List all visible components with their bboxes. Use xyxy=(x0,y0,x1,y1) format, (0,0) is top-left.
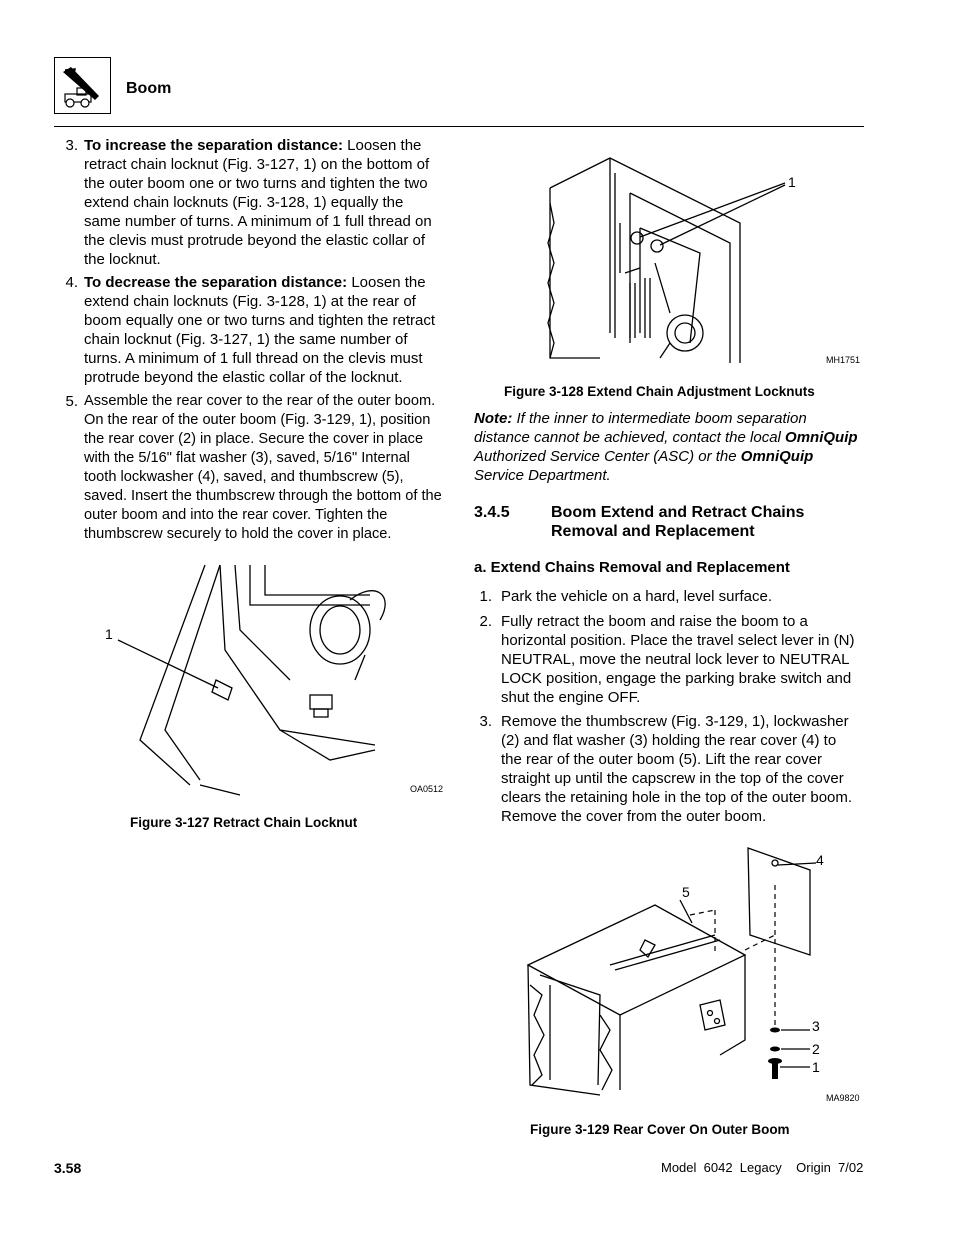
subheading: a. Extend Chains Removal and Replacement xyxy=(474,559,790,576)
note-text: Service Department. xyxy=(474,467,611,484)
step-text xyxy=(84,273,444,387)
boom-vehicle-icon xyxy=(54,57,111,114)
heading-number: 3.4.5 xyxy=(474,504,510,521)
step-body: Assemble the rear cover to the rear of the outer boom. On the rear of the outer boom (Fig. 3-129, 1), position the rear cover (2) in place. Secure the cover in place with the 5/16" flat washer (3), saved, 5/16" Internal tooth lockwasher (4), saved, and thumbscrew (5), saved. Insert the thumbscrew through the bottom of the outer boom and into the rear cover. Tighten the thumbscrew securely to hold the cover in place. xyxy=(84,393,442,542)
figure-caption: Figure 3-128 Extend Chain Adjustment Locknuts xyxy=(504,384,815,399)
step-number: 3. xyxy=(479,713,492,730)
step-number: 2. xyxy=(479,613,492,630)
step-text: Fully retract the boom and raise the boom to a horizontal position. Place the travel select lever in (N) NEUTRAL, move the neutral lock lever to NEUTRAL LOCK position, engage the parking brake switch and shut the engine OFF. xyxy=(501,613,855,706)
section-title: Boom xyxy=(126,80,172,97)
figure-code: MH1751 xyxy=(826,355,861,365)
rear-cover-illustration xyxy=(520,845,865,1105)
footer-model: Model 6042 Legacy Origin 7/02 xyxy=(661,1160,864,1175)
step-bold: To decrease the separation distance: xyxy=(84,274,348,291)
retract-chain-locknut-illustration xyxy=(100,560,445,800)
heading-line: Removal and Replacement xyxy=(551,523,755,540)
step-body: Loosen the retract chain locknut (Fig. 3-127, 1) on the bottom of the outer boom one or two turns and tighten the two extend chain locknuts (Fig. 3-128, 1) equally the same number of turns. A minimum of 1 full thread on the clevis must protrude beyond the elastic collar of the locknut. xyxy=(84,137,432,268)
step-bold: To increase the separation distance: xyxy=(84,137,343,154)
note-text: If the inner to intermediate boom separation distance cannot be achieved, contact the local xyxy=(474,410,807,446)
step-body: Loosen the extend chain locknuts (Fig. 3-128, 1) at the rear of boom equally one or two turns and tighten the retract chain locknut (Fig. 3-127, 1) the same number of turns. A minimum of 1 full thread on the clevis must protrude beyond the elastic collar of the locknut. xyxy=(84,274,436,386)
fig129-callout-1: 1 xyxy=(812,1059,820,1075)
fig129-callout-4: 4 xyxy=(816,852,824,868)
heading-line: Boom Extend and Retract Chains xyxy=(551,504,805,521)
page-number: 3.58 xyxy=(54,1160,82,1176)
brand-name: OmniQuip xyxy=(785,429,858,446)
step-text xyxy=(84,136,444,269)
step-text: Park the vehicle on a hard, level surface. xyxy=(501,588,772,605)
figure-128 xyxy=(540,153,865,368)
note xyxy=(474,409,859,485)
figure-code: OA0512 xyxy=(410,784,444,794)
step-number: 4. xyxy=(65,274,78,291)
brand-name: OmniQuip xyxy=(740,448,814,465)
fig127-callout: 1 xyxy=(105,626,113,642)
note-label: Note: xyxy=(474,410,513,427)
figure-code: MA9820 xyxy=(826,1093,860,1103)
step-number: 5. xyxy=(65,393,78,410)
step-text: Remove the thumbscrew (Fig. 3-129, 1), lockwasher (2) and flat washer (3) holding the rear cover (4) to the rear of the outer boom (5). Lift the rear cover straight up until the capscrew in the top of the cover clears the retaining hole in the top of the outer boom. Remove the cover from the outer boom. xyxy=(501,713,853,825)
fig129-callout-5: 5 xyxy=(682,884,690,900)
extend-chain-locknuts-illustration xyxy=(540,153,865,368)
step-text xyxy=(84,392,446,544)
fig128-callout: 1 xyxy=(788,174,796,190)
figure-caption: Figure 3-127 Retract Chain Locknut xyxy=(130,815,358,830)
figure-caption: Figure 3-129 Rear Cover On Outer Boom xyxy=(530,1122,790,1137)
fig129-callout-2: 2 xyxy=(812,1041,820,1057)
fig129-callout-3: 3 xyxy=(812,1018,820,1034)
note-text: Authorized Service Center (ASC) or the xyxy=(474,448,741,465)
figure-129 xyxy=(520,845,865,1105)
step-number: 3. xyxy=(65,137,78,154)
header-rule xyxy=(54,126,864,127)
step-number: 1. xyxy=(479,588,492,605)
figure-127 xyxy=(100,560,445,800)
